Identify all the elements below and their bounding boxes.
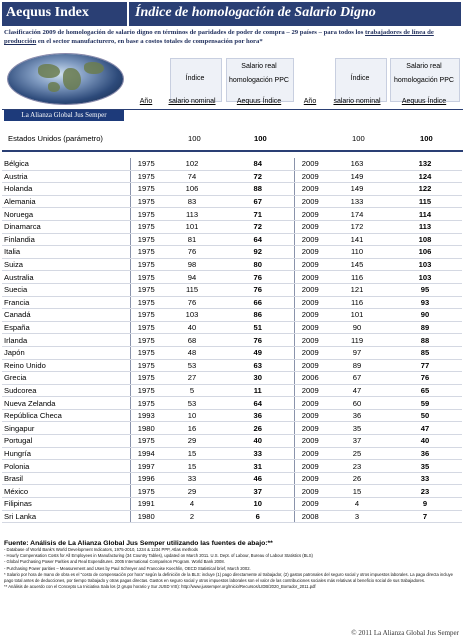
nominal-1975-cell: 53 <box>162 359 222 372</box>
reference-row <box>2 131 462 145</box>
nominal-1975-cell: 103 <box>162 309 222 322</box>
nominal-2009-cell: 145 <box>326 258 388 271</box>
year-2009-cell: 2009 <box>294 460 326 473</box>
header-bar <box>2 2 461 26</box>
year-1975-cell: 1975 <box>130 208 162 221</box>
nominal-2009-cell: 25 <box>326 447 388 460</box>
table-row <box>2 384 462 397</box>
nominal-1975-cell: 113 <box>162 208 222 221</box>
year-2009-cell: 2009 <box>294 183 326 196</box>
nominal-1975-cell: 68 <box>162 334 222 347</box>
year-2009-cell: 2009 <box>294 321 326 334</box>
footer-title: Fuente: Análisis de La Alianza Global Jus Semper utilizando las fuentes de abajo:** <box>4 540 273 547</box>
nominal-2009-cell: 97 <box>326 346 388 359</box>
aequus-2009-cell: 95 <box>388 283 462 296</box>
aequus-1975-cell: 46 <box>222 472 294 485</box>
year-1975-cell: 1975 <box>130 346 162 359</box>
table-row <box>2 447 462 460</box>
year-1975-cell: 1975 <box>130 170 162 183</box>
year-2009-cell: 2008 <box>294 510 326 523</box>
nominal-2009-cell: 47 <box>326 384 388 397</box>
brand-title: Aequus Index <box>2 2 127 26</box>
aequus-1975-cell: 64 <box>222 397 294 410</box>
aequus-1975-cell: 84 <box>222 158 294 170</box>
col-aequus-2: Aequus Índice <box>401 98 447 105</box>
year-1975-cell: 1975 <box>130 183 162 196</box>
aequus-1975-cell: 67 <box>222 195 294 208</box>
nominal-1975-cell: 102 <box>162 158 222 170</box>
nominal-1975-cell: 53 <box>162 397 222 410</box>
year-2009-cell: 2009 <box>294 220 326 233</box>
aequus-1975-cell: 76 <box>222 271 294 284</box>
year-2009-cell: 2009 <box>294 296 326 309</box>
nominal-1975-cell: 76 <box>162 246 222 259</box>
footer-notes <box>4 547 460 590</box>
table-row <box>2 498 462 511</box>
year-2009-cell: 2009 <box>294 309 326 322</box>
aequus-1975-cell: 30 <box>222 372 294 385</box>
aequus-2009-cell: 90 <box>388 309 462 322</box>
aequus-2009-cell: 106 <box>388 246 462 259</box>
reference-v3: 100 <box>352 133 365 143</box>
table-row <box>2 309 462 322</box>
reference-v2: 100 <box>254 133 267 143</box>
nominal-2009-cell: 149 <box>326 183 388 196</box>
aequus-2009-cell: 65 <box>388 384 462 397</box>
table-row <box>2 397 462 410</box>
nominal-2009-cell: 37 <box>326 435 388 448</box>
country-cell: España <box>2 321 130 334</box>
org-label: La Alianza Global Jus Semper <box>4 109 124 121</box>
aequus-2009-cell: 35 <box>388 460 462 473</box>
year-2009-cell: 2009 <box>294 233 326 246</box>
year-1975-cell: 1975 <box>130 195 162 208</box>
year-1975-cell: 1994 <box>130 447 162 460</box>
aequus-1975-cell: 66 <box>222 296 294 309</box>
year-1975-cell: 1975 <box>130 372 162 385</box>
country-cell: México <box>2 485 130 498</box>
country-cell: Italia <box>2 246 130 259</box>
year-2009-cell: 2009 <box>294 409 326 422</box>
country-cell: Irlanda <box>2 334 130 347</box>
nominal-2009-cell: 174 <box>326 208 388 221</box>
year-2009-cell: 2009 <box>294 246 326 259</box>
year-1975-cell: 1975 <box>130 397 162 410</box>
year-2009-cell: 2009 <box>294 384 326 397</box>
nominal-1975-cell: 74 <box>162 170 222 183</box>
year-1975-cell: 1996 <box>130 472 162 485</box>
year-1975-cell: 1975 <box>130 220 162 233</box>
country-cell: Holanda <box>2 183 130 196</box>
year-2009-cell: 2009 <box>294 485 326 498</box>
nominal-2009-cell: 116 <box>326 296 388 309</box>
aequus-1975-cell: 80 <box>222 258 294 271</box>
nominal-2009-cell: 4 <box>326 498 388 511</box>
footer-note: * Salario por hora de mano de obra es el "costo de compensación por hora" según la definición de la BLS: incluye (1) pago directamente al trabajador, (2) gastos patronales del seguro social y otros impuestos laborales. La paga directa incluye pago total antes de deducciones, por tiempo trabajado y otras pagas directas. Gastos en seguro social y otros impuestos laborales son el valor de las contribuciones sociales más relativas al beneficio social de sus trabajadores. <box>4 571 453 584</box>
aequus-1975-cell: 76 <box>222 283 294 296</box>
footer-note: - Global Purchasing Power Parities and Real Expenditures. 2005 International Comparison Program. World Bank 2008. <box>4 559 225 565</box>
nominal-1975-cell: 2 <box>162 510 222 523</box>
year-2009-cell: 2009 <box>294 447 326 460</box>
aequus-2009-cell: 122 <box>388 183 462 196</box>
country-cell: Hungría <box>2 447 130 460</box>
aequus-1975-cell: 71 <box>222 208 294 221</box>
col-aequus-1: Aequus Índice <box>236 98 282 105</box>
table-row <box>2 271 462 284</box>
nominal-2009-cell: 141 <box>326 233 388 246</box>
table-row <box>2 283 462 296</box>
nominal-2009-cell: 89 <box>326 359 388 372</box>
reference-v1: 100 <box>188 133 201 143</box>
nominal-2009-cell: 110 <box>326 246 388 259</box>
year-2009-cell: 2006 <box>294 372 326 385</box>
nominal-1975-cell: 81 <box>162 233 222 246</box>
ranking-table <box>2 158 462 523</box>
copyright: © 2011 La Alianza Global Jus Semper <box>351 629 459 637</box>
country-cell: Polonia <box>2 460 130 473</box>
nominal-1975-cell: 98 <box>162 258 222 271</box>
year-1975-cell: 1975 <box>130 334 162 347</box>
year-1975-cell: 1975 <box>130 233 162 246</box>
aequus-1975-cell: 86 <box>222 309 294 322</box>
year-1975-cell: 1993 <box>130 409 162 422</box>
year-1975-cell: 1975 <box>130 246 162 259</box>
aequus-2009-cell: 33 <box>388 472 462 485</box>
nominal-2009-cell: 36 <box>326 409 388 422</box>
table-row <box>2 472 462 485</box>
year-2009-cell: 2009 <box>294 170 326 183</box>
year-1975-cell: 1975 <box>130 359 162 372</box>
country-cell: Finlandia <box>2 233 130 246</box>
globe-image <box>8 54 123 104</box>
nominal-2009-cell: 133 <box>326 195 388 208</box>
table-row <box>2 158 462 170</box>
table-row <box>2 510 462 523</box>
year-2009-cell: 2009 <box>294 283 326 296</box>
nominal-1975-cell: 15 <box>162 460 222 473</box>
aequus-2009-cell: 47 <box>388 422 462 435</box>
col-ppp-1: homologación PPC <box>229 77 289 84</box>
footer-note: ** Análisis de acuerdo con el Concepto La Iniciativa Sala los (2 grupo horario y Sur JUSD VIS): http://www.jussemper.org/Inicio/Recursos/LIDB/2020_Borrador_2011.pdf <box>4 584 316 590</box>
col-index-2: Índice <box>350 75 370 82</box>
aequus-2009-cell: 9 <box>388 498 462 511</box>
subtitle-text-a: Clasificación 2009 de homologación de salario digno en términos de paridades de poder de compra – 29 países – para todos los <box>4 29 366 36</box>
page-title: Índice de homologación de Salario Digno <box>127 2 461 26</box>
country-cell: Japón <box>2 346 130 359</box>
country-cell: Portugal <box>2 435 130 448</box>
nominal-1975-cell: 15 <box>162 447 222 460</box>
nominal-1975-cell: 27 <box>162 372 222 385</box>
footer-note: - Database of World Bank's World Development Indicators, 1975-2010, 1234 & 1234 PPP, Atlas methods <box>4 547 199 552</box>
aequus-2009-cell: 76 <box>388 372 462 385</box>
country-cell: Alemania <box>2 195 130 208</box>
nominal-1975-cell: 4 <box>162 498 222 511</box>
country-cell: Singapur <box>2 422 130 435</box>
country-cell: Australia <box>2 271 130 284</box>
col-year-2: Año <box>303 98 317 105</box>
aequus-2009-cell: 59 <box>388 397 462 410</box>
aequus-2009-cell: 36 <box>388 447 462 460</box>
year-1975-cell: 1980 <box>130 422 162 435</box>
nominal-2009-cell: 15 <box>326 485 388 498</box>
year-1975-cell: 1991 <box>130 498 162 511</box>
aequus-2009-cell: 108 <box>388 233 462 246</box>
aequus-1975-cell: 10 <box>222 498 294 511</box>
aequus-1975-cell: 72 <box>222 220 294 233</box>
nominal-2009-cell: 3 <box>326 510 388 523</box>
table-row <box>2 372 462 385</box>
aequus-1975-cell: 6 <box>222 510 294 523</box>
year-2009-cell: 2009 <box>294 472 326 485</box>
year-2009-cell: 2009 <box>294 498 326 511</box>
aequus-1975-cell: 51 <box>222 321 294 334</box>
aequus-2009-cell: 93 <box>388 296 462 309</box>
country-cell: Francia <box>2 296 130 309</box>
reference-v4: 100 <box>420 133 433 143</box>
nominal-1975-cell: 115 <box>162 283 222 296</box>
nominal-2009-cell: 101 <box>326 309 388 322</box>
country-cell: Dinamarca <box>2 220 130 233</box>
table-row <box>2 183 462 196</box>
country-cell: Noruega <box>2 208 130 221</box>
nominal-2009-cell: 23 <box>326 460 388 473</box>
table-row <box>2 346 462 359</box>
nominal-1975-cell: 83 <box>162 195 222 208</box>
table-row <box>2 321 462 334</box>
table-row <box>2 170 462 183</box>
nominal-2009-cell: 60 <box>326 397 388 410</box>
nominal-2009-cell: 119 <box>326 334 388 347</box>
aequus-2009-cell: 88 <box>388 334 462 347</box>
aequus-1975-cell: 76 <box>222 334 294 347</box>
col-nominal-1: salario nominal <box>168 98 216 105</box>
country-cell: Canadá <box>2 309 130 322</box>
year-2009-cell: 2009 <box>294 271 326 284</box>
nominal-2009-cell: 35 <box>326 422 388 435</box>
country-cell: República Checa <box>2 409 130 422</box>
aequus-2009-cell: 115 <box>388 195 462 208</box>
footer <box>4 540 460 590</box>
table-row <box>2 246 462 259</box>
country-cell: Reino Unido <box>2 359 130 372</box>
subtitle <box>4 28 460 46</box>
country-cell: Suecia <box>2 283 130 296</box>
nominal-1975-cell: 40 <box>162 321 222 334</box>
aequus-1975-cell: 92 <box>222 246 294 259</box>
aequus-2009-cell: 40 <box>388 435 462 448</box>
table-row <box>2 485 462 498</box>
col-ppp-2: homologación PPC <box>394 77 454 84</box>
year-2009-cell: 2009 <box>294 334 326 347</box>
year-2009-cell: 2009 <box>294 435 326 448</box>
table-row <box>2 334 462 347</box>
table-row <box>2 409 462 422</box>
divider <box>2 150 463 152</box>
table-row <box>2 233 462 246</box>
nominal-2009-cell: 116 <box>326 271 388 284</box>
year-2009-cell: 2009 <box>294 359 326 372</box>
aequus-1975-cell: 63 <box>222 359 294 372</box>
table-row <box>2 460 462 473</box>
country-cell: Sudcorea <box>2 384 130 397</box>
aequus-1975-cell: 11 <box>222 384 294 397</box>
subtitle-link[interactable]: trabajadores de línea de producción <box>4 29 434 45</box>
year-1975-cell: 1975 <box>130 384 162 397</box>
nominal-2009-cell: 67 <box>326 372 388 385</box>
country-cell: Nueva Zelanda <box>2 397 130 410</box>
nominal-1975-cell: 33 <box>162 472 222 485</box>
table-row <box>2 220 462 233</box>
year-1975-cell: 1975 <box>130 435 162 448</box>
subtitle-text-b: en el sector manufacturero, en base a costos totales de compensación por hora* <box>36 38 263 45</box>
aequus-2009-cell: 114 <box>388 208 462 221</box>
aequus-1975-cell: 36 <box>222 409 294 422</box>
country-cell: Brasil <box>2 472 130 485</box>
country-cell: Filipinas <box>2 498 130 511</box>
aequus-1975-cell: 31 <box>222 460 294 473</box>
year-1975-cell: 1975 <box>130 158 162 170</box>
country-cell: Bélgica <box>2 158 130 170</box>
col-real-2: Salario real <box>406 63 442 70</box>
nominal-1975-cell: 16 <box>162 422 222 435</box>
nominal-1975-cell: 76 <box>162 296 222 309</box>
aequus-1975-cell: 40 <box>222 435 294 448</box>
year-2009-cell: 2009 <box>294 397 326 410</box>
nominal-1975-cell: 5 <box>162 384 222 397</box>
reference-country: Estados Unidos (parámetro) <box>8 133 103 143</box>
col-real-1: Salario real <box>241 63 277 70</box>
nominal-1975-cell: 101 <box>162 220 222 233</box>
year-1975-cell: 1975 <box>130 309 162 322</box>
col-index-1: Índice <box>185 75 205 82</box>
nominal-1975-cell: 10 <box>162 409 222 422</box>
year-1975-cell: 1975 <box>130 271 162 284</box>
year-2009-cell: 2009 <box>294 208 326 221</box>
nominal-2009-cell: 121 <box>326 283 388 296</box>
year-1975-cell: 1975 <box>130 258 162 271</box>
year-2009-cell: 2009 <box>294 346 326 359</box>
table-row <box>2 296 462 309</box>
table-row <box>2 195 462 208</box>
nominal-2009-cell: 172 <box>326 220 388 233</box>
year-1975-cell: 1975 <box>130 283 162 296</box>
aequus-1975-cell: 64 <box>222 233 294 246</box>
aequus-2009-cell: 7 <box>388 510 462 523</box>
footer-note: - Purchasing Power parities – Measurement and Uses by Paul Schreyer and Francoise Koechlin, OECD Statistical brief, March 2002. <box>4 565 251 571</box>
country-cell: Austria <box>2 170 130 183</box>
table-row <box>2 359 462 372</box>
aequus-1975-cell: 37 <box>222 485 294 498</box>
nominal-2009-cell: 149 <box>326 170 388 183</box>
footer-note: - Hourly Compensation Costs for All Employees in Manufacturing (34 Country Tables), updated on March 2011. U.S. Dept. of Labour, Bureau of Labour Statistics (BLS) <box>4 553 313 559</box>
aequus-2009-cell: 77 <box>388 359 462 372</box>
divider <box>2 109 463 110</box>
aequus-1975-cell: 72 <box>222 170 294 183</box>
year-2009-cell: 2009 <box>294 422 326 435</box>
table-row <box>2 208 462 221</box>
table-row <box>2 258 462 271</box>
year-2009-cell: 2009 <box>294 195 326 208</box>
table-row <box>2 422 462 435</box>
year-2009-cell: 2009 <box>294 258 326 271</box>
year-1975-cell: 1997 <box>130 460 162 473</box>
nominal-2009-cell: 26 <box>326 472 388 485</box>
aequus-2009-cell: 132 <box>388 158 462 170</box>
aequus-2009-cell: 124 <box>388 170 462 183</box>
nominal-2009-cell: 163 <box>326 158 388 170</box>
col-year-1: Año <box>139 98 153 105</box>
country-cell: Suiza <box>2 258 130 271</box>
aequus-2009-cell: 50 <box>388 409 462 422</box>
nominal-1975-cell: 29 <box>162 485 222 498</box>
aequus-2009-cell: 23 <box>388 485 462 498</box>
year-1975-cell: 1975 <box>130 296 162 309</box>
nominal-1975-cell: 48 <box>162 346 222 359</box>
aequus-2009-cell: 113 <box>388 220 462 233</box>
nominal-1975-cell: 106 <box>162 183 222 196</box>
table-row <box>2 435 462 448</box>
nominal-2009-cell: 90 <box>326 321 388 334</box>
col-nominal-2: salario nominal <box>333 98 381 105</box>
aequus-2009-cell: 85 <box>388 346 462 359</box>
aequus-2009-cell: 103 <box>388 258 462 271</box>
aequus-1975-cell: 49 <box>222 346 294 359</box>
country-cell: Sri Lanka <box>2 510 130 523</box>
year-2009-cell: 2009 <box>294 158 326 170</box>
year-1975-cell: 1980 <box>130 510 162 523</box>
year-1975-cell: 1975 <box>130 485 162 498</box>
year-1975-cell: 1975 <box>130 321 162 334</box>
aequus-2009-cell: 103 <box>388 271 462 284</box>
aequus-1975-cell: 26 <box>222 422 294 435</box>
aequus-2009-cell: 89 <box>388 321 462 334</box>
aequus-1975-cell: 33 <box>222 447 294 460</box>
nominal-1975-cell: 94 <box>162 271 222 284</box>
nominal-1975-cell: 29 <box>162 435 222 448</box>
aequus-1975-cell: 88 <box>222 183 294 196</box>
country-cell: Grecia <box>2 372 130 385</box>
